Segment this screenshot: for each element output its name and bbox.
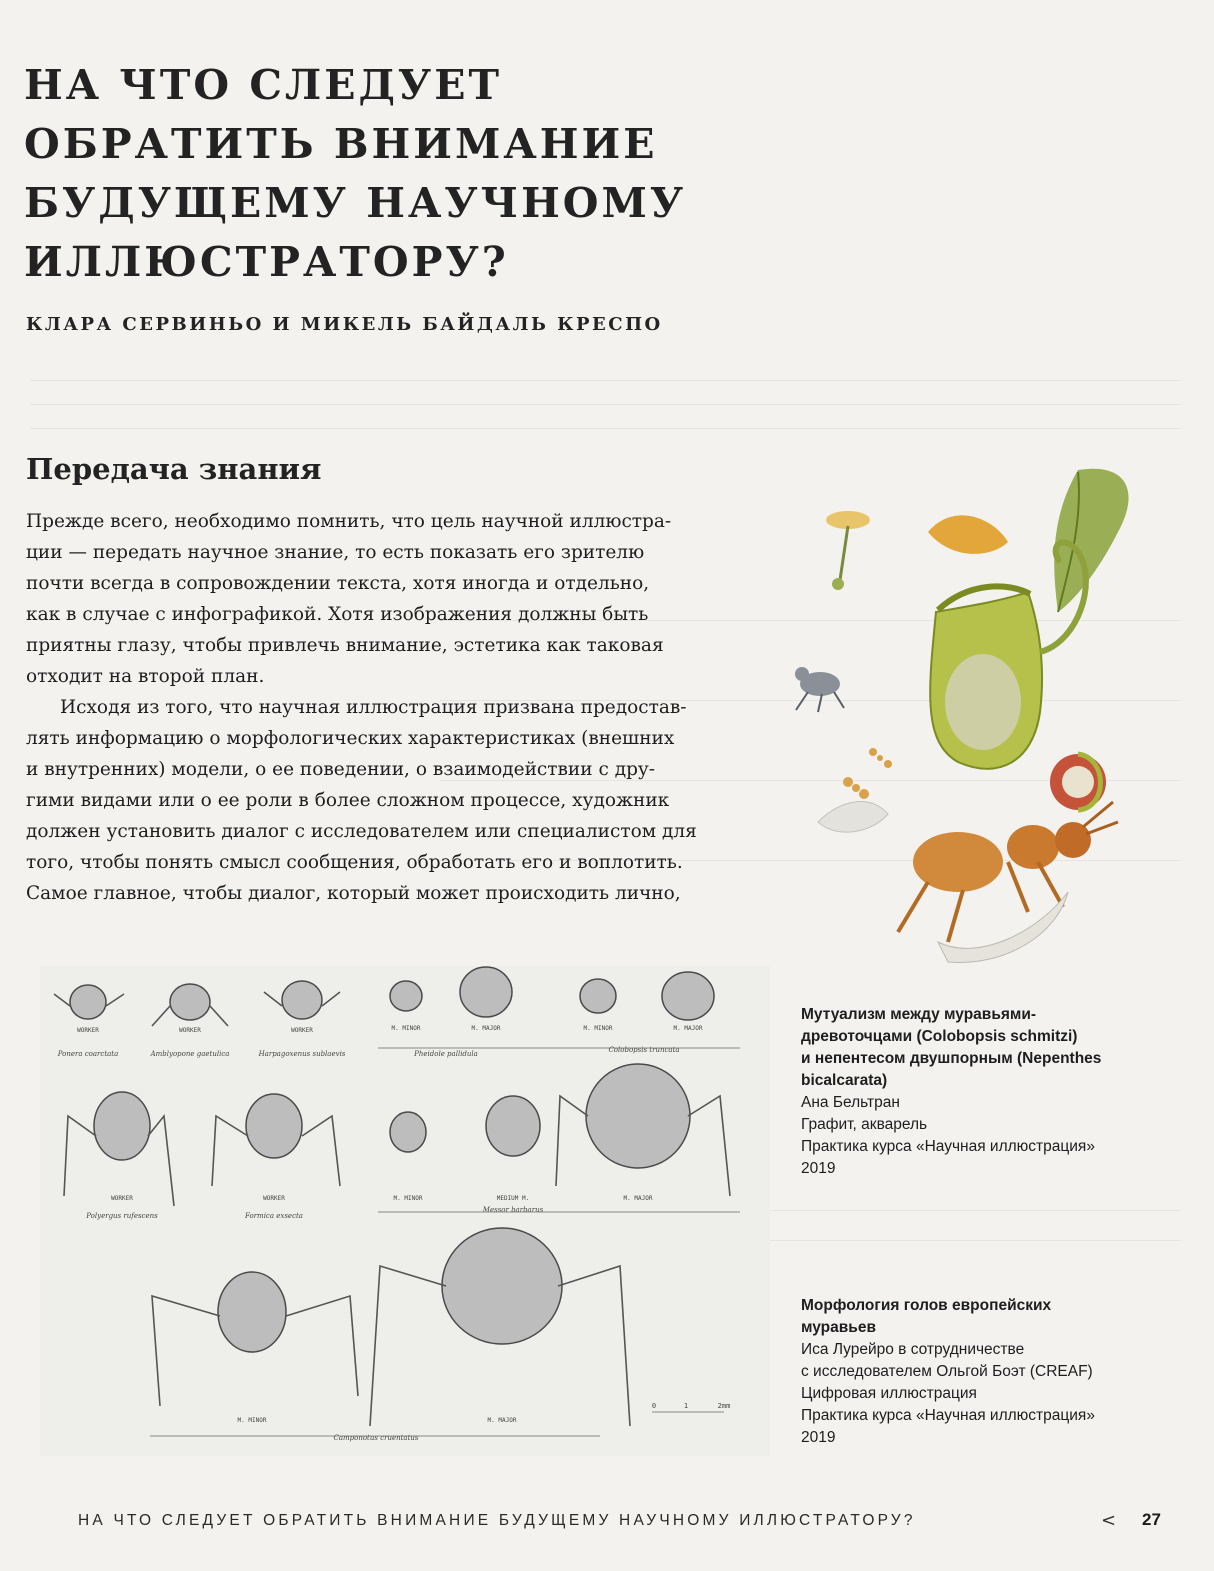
caste-label: MEDIUM M. xyxy=(496,1195,530,1202)
caste-label: WORKER xyxy=(111,1195,133,1202)
caption-title-line: Мутуализм между муравьями- xyxy=(801,1006,1037,1023)
caption-mutualism xyxy=(801,1004,1181,1180)
caption-line: 2019 xyxy=(801,1429,836,1446)
authors-line: КЛАРА СЕРВИНЬО И МИКЕЛЬ БАЙДАЛЬ КРЕСПО xyxy=(26,314,663,335)
page-number: 27 xyxy=(1142,1510,1161,1529)
species-label: Formica exsecta xyxy=(245,1212,303,1220)
ant-head xyxy=(170,984,210,1020)
caption-line: Графит, акварель xyxy=(801,1116,928,1133)
scale-label: 1 xyxy=(683,1402,689,1410)
scale-label: 2mm xyxy=(717,1402,731,1410)
ant-heads-plate xyxy=(40,966,770,1456)
body-line: ции — передать научное знание, то есть показать его зрителю xyxy=(26,542,645,563)
ant-head xyxy=(460,967,512,1017)
caste-label: M. MINOR xyxy=(391,1025,421,1032)
caption-line: Практика курса «Научная иллюстрация» xyxy=(801,1407,1095,1424)
body-line: Прежде всего, необходимо помнить, что цель научной иллюстра- xyxy=(26,511,672,532)
body-line: приятны глазу, чтобы привлечь внимание, эстетика как таковая xyxy=(26,635,664,656)
caption-line: Ана Бельтран xyxy=(801,1094,900,1111)
body-line: того, чтобы понять смысл сообщения, обработать его и воплотить. xyxy=(26,852,683,873)
ant-head xyxy=(580,979,616,1013)
caption-line: Практика курса «Научная иллюстрация» xyxy=(801,1138,1095,1155)
body-line: гими видами или о ее роли в более сложном процессе, художник xyxy=(26,790,670,811)
species-label: Colobopsis truncata xyxy=(608,1046,680,1054)
caste-label: M. MAJOR xyxy=(623,1195,653,1202)
caption-ant-heads xyxy=(801,1295,1181,1449)
caste-label: M. MINOR xyxy=(237,1417,267,1424)
body-line: Исходя из того, что научная иллюстрация призвана предостав- xyxy=(60,697,687,718)
nepenthes-ant-illustration xyxy=(778,462,1142,982)
body-line: и внутренних) модели, о ее поведении, о взаимодействии с дру- xyxy=(26,759,656,780)
chevron-left-icon: < xyxy=(1101,1510,1117,1531)
caption-line: с исследователем Ольгой Боэт (CREAF) xyxy=(801,1363,1093,1380)
body-line: отходит на второй план. xyxy=(26,666,265,687)
species-label: Amblyopone gaetulica xyxy=(150,1050,230,1058)
page-footer xyxy=(0,1512,1214,1538)
species-label: Harpagoxenus sublaevis xyxy=(258,1050,346,1058)
title-line: НА ЧТО СЛЕДУЕТ xyxy=(24,61,502,109)
ant-head xyxy=(282,981,322,1019)
ant-head xyxy=(586,1064,690,1168)
caption-title-line: древоточцами (Colobopsis schmitzi) xyxy=(801,1028,1078,1045)
ant-head xyxy=(486,1096,540,1156)
body-line: как в случае с инфографикой. Хотя изображения должны быть xyxy=(26,604,649,625)
species-label: Pheidole pallidula xyxy=(414,1050,478,1058)
ant-head xyxy=(390,981,422,1011)
caste-label: WORKER xyxy=(77,1027,99,1034)
caste-label: M. MINOR xyxy=(583,1025,613,1032)
title-line: ОБРАТИТЬ ВНИМАНИЕ xyxy=(24,120,658,168)
species-label: Polyergus rufescens xyxy=(86,1212,158,1220)
scale-label: 0 xyxy=(651,1402,657,1410)
ant-head xyxy=(218,1272,286,1352)
ant-head xyxy=(70,985,106,1019)
body-line: почти всегда в сопровождении текста, хотя иногда и отдельно, xyxy=(26,573,650,594)
caption-title-line: муравьев xyxy=(801,1319,876,1336)
ant-head xyxy=(390,1112,426,1152)
species-label: Ponera coarctata xyxy=(57,1050,119,1058)
caption-line: 2019 xyxy=(801,1160,836,1177)
section-heading: Передача знания xyxy=(26,452,322,486)
ant-head xyxy=(662,972,714,1020)
running-title: НА ЧТО СЛЕДУЕТ ОБРАТИТЬ ВНИМАНИЕ БУДУЩЕМУ НАУЧНОМУ ИЛЛЮСТРАТОРУ? xyxy=(78,1512,916,1529)
caste-label: M. MAJOR xyxy=(673,1025,703,1032)
caption-title-line: Морфология голов европейских xyxy=(801,1297,1052,1314)
title-line: ИЛЛЮСТРАТОРУ? xyxy=(24,238,509,286)
body-text xyxy=(26,506,756,909)
caste-label: M. MINOR xyxy=(393,1195,423,1202)
page-title xyxy=(24,56,764,292)
title-line: БУДУЩЕМУ НАУЧНОМУ xyxy=(24,179,687,227)
species-label: Camponotus cruentatus xyxy=(333,1434,419,1442)
ant-head xyxy=(94,1092,150,1160)
caste-label: WORKER xyxy=(263,1195,285,1202)
caste-label: M. MAJOR xyxy=(487,1417,517,1424)
caste-label: M. MAJOR xyxy=(471,1025,501,1032)
ant-head xyxy=(442,1228,562,1344)
caste-label: WORKER xyxy=(291,1027,313,1034)
body-line: должен установить диалог с исследователем или специалистом для xyxy=(26,821,697,842)
body-line: лять информацию о морфологических характеристиках (внешних xyxy=(26,728,675,749)
ant-head xyxy=(246,1094,302,1158)
caption-line: Иса Лурейро в сотрудничестве xyxy=(801,1341,1025,1358)
body-line: Самое главное, чтобы диалог, который может происходить лично, xyxy=(26,883,681,904)
caption-title-line: bicalcarata) xyxy=(801,1072,888,1089)
caption-title-line: и непентесом двушпорным (Nepenthes xyxy=(801,1050,1102,1067)
species-label: Messor barbarus xyxy=(482,1206,544,1214)
caption-line: Цифровая иллюстрация xyxy=(801,1385,977,1402)
caste-label: WORKER xyxy=(179,1027,201,1034)
